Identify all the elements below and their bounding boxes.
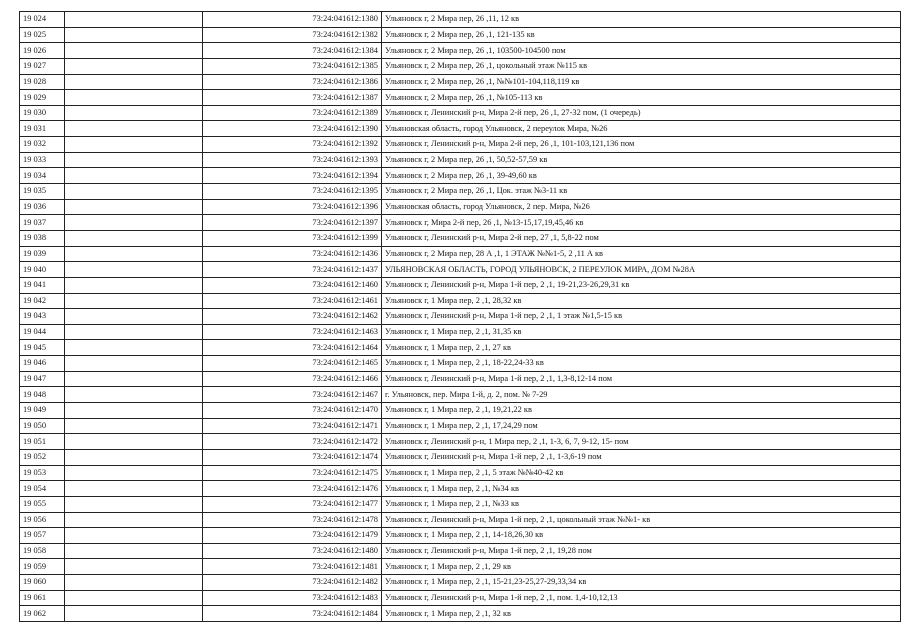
row-number-cell: 19 030 [20,105,65,121]
table-row [20,184,901,200]
empty-cell [65,559,203,575]
table-row [20,152,901,168]
row-number-cell: 19 044 [20,324,65,340]
table-row [20,371,901,387]
table-row [20,465,901,481]
cadastral-number-cell: 73:24:041612:1389 [203,105,382,121]
cadastral-number-cell: 73:24:041612:1386 [203,74,382,90]
row-number-cell: 19 059 [20,559,65,575]
row-number-cell: 19 060 [20,575,65,591]
table-row [20,12,901,28]
address-cell: Ульяновск г, 2 Мира пер, 26 ,1, 39-49,60 кв [382,168,901,184]
table-row [20,387,901,403]
table-row [20,58,901,74]
address-cell: Ульяновск г, 1 Мира пер, 2 ,1, 29 кв [382,559,901,575]
table-row [20,449,901,465]
cadastral-number-cell: 73:24:041612:1461 [203,293,382,309]
cadastral-number-cell: 73:24:041612:1472 [203,434,382,450]
address-cell: Ульяновск г, 1 Мира пер, 2 ,1, 15-21,23-25,27-29,33,34 кв [382,575,901,591]
address-cell: Ульяновск г, 1 Мира пер, 2 ,1, 5 этаж №№40-42 кв [382,465,901,481]
empty-cell [65,590,203,606]
empty-cell [65,543,203,559]
address-cell: Ульяновск г, 2 Мира пер, 26 ,11, 12 кв [382,12,901,28]
table-row [20,575,901,591]
row-number-cell: 19 048 [20,387,65,403]
empty-cell [65,199,203,215]
row-number-cell: 19 043 [20,309,65,325]
table-row [20,496,901,512]
empty-cell [65,230,203,246]
address-cell: Ульяновск г, 1 Мира пер, 2 ,1, 27 кв [382,340,901,356]
cadastral-number-cell: 73:24:041612:1464 [203,340,382,356]
row-number-cell: 19 058 [20,543,65,559]
address-cell: Ульяновск г, 1 Мира пер, 2 ,1, 17,24,29 пом [382,418,901,434]
table-row [20,403,901,419]
cadastral-number-cell: 73:24:041612:1466 [203,371,382,387]
address-cell: Ульяновск г, Ленинский р-н, Мира 2-й пер, 26 ,1, 27-32 пом, (1 очередь) [382,105,901,121]
address-cell: Ульяновск г, 2 Мира пер, 26 ,1, цокольный этаж №115 кв [382,58,901,74]
cadastral-number-cell: 73:24:041612:1437 [203,262,382,278]
address-cell: Ульяновск г, 2 Мира пер, 28 А ,1, 1 ЭТАЖ №№1-5, 2 ,11 А кв [382,246,901,262]
row-number-cell: 19 034 [20,168,65,184]
table-row [20,543,901,559]
table-row [20,481,901,497]
address-cell: Ульяновск г, Ленинский р-н, Мира 1-й пер, 2 ,1, пом. 1,4-10,12,13 [382,590,901,606]
address-cell: Ульяновск г, Ленинский р-н, Мира 1-й пер, 2 ,1, 19,28 пом [382,543,901,559]
table-row [20,168,901,184]
empty-cell [65,434,203,450]
table-row [20,559,901,575]
cadastral-number-cell: 73:24:041612:1483 [203,590,382,606]
row-number-cell: 19 046 [20,356,65,372]
cadastral-number-cell: 73:24:041612:1397 [203,215,382,231]
row-number-cell: 19 053 [20,465,65,481]
address-cell: Ульяновск г, Ленинский р-н, Мира 1-й пер, 2 ,1, 1,3-8,12-14 пом [382,371,901,387]
empty-cell [65,137,203,153]
empty-cell [65,496,203,512]
address-cell: Ульяновск г, 1 Мира пер, 2 ,1, 19,21,22 кв [382,403,901,419]
table-row [20,137,901,153]
row-number-cell: 19 055 [20,496,65,512]
empty-cell [65,74,203,90]
address-cell: УЛЬЯНОВСКАЯ ОБЛАСТЬ, ГОРОД УЛЬЯНОВСК, 2 ПЕРЕУЛОК МИРА, ДОМ №28А [382,262,901,278]
row-number-cell: 19 028 [20,74,65,90]
cadastral-number-cell: 73:24:041612:1476 [203,481,382,497]
table-row [20,43,901,59]
table-row [20,309,901,325]
empty-cell [65,606,203,622]
table-row [20,215,901,231]
empty-cell [65,58,203,74]
row-number-cell: 19 027 [20,58,65,74]
table-row [20,199,901,215]
address-cell: Ульяновск г, 1 Мира пер, 2 ,1, 18-22,24-33 кв [382,356,901,372]
table-row [20,356,901,372]
row-number-cell: 19 047 [20,371,65,387]
table-row [20,293,901,309]
cadastral-number-cell: 73:24:041612:1474 [203,449,382,465]
empty-cell [65,324,203,340]
row-number-cell: 19 062 [20,606,65,622]
cadastral-number-cell: 73:24:041612:1385 [203,58,382,74]
cadastral-number-cell: 73:24:041612:1475 [203,465,382,481]
cadastral-number-cell: 73:24:041612:1479 [203,528,382,544]
empty-cell [65,387,203,403]
table-row [20,528,901,544]
table-row [20,340,901,356]
row-number-cell: 19 029 [20,90,65,106]
table-row [20,512,901,528]
empty-cell [65,121,203,137]
empty-cell [65,168,203,184]
table-row [20,27,901,43]
row-number-cell: 19 041 [20,277,65,293]
empty-cell [65,293,203,309]
empty-cell [65,356,203,372]
address-cell: Ульяновск г, 2 Мира пер, 26 ,1, №№101-104,118,119 кв [382,74,901,90]
address-cell: Ульяновск г, Ленинский р-н, Мира 2-й пер, 26 ,1, 101-103,121,136 пом [382,137,901,153]
address-cell: Ульяновск г, Ленинский р-н, Мира 1-й пер, 2 ,1, 1 этаж №1,5-15 кв [382,309,901,325]
cadastral-number-cell: 73:24:041612:1467 [203,387,382,403]
cadastral-number-cell: 73:24:041612:1387 [203,90,382,106]
address-cell: г. Ульяновск, пер. Мира 1-й, д. 2, пом. № 7-29 [382,387,901,403]
row-number-cell: 19 056 [20,512,65,528]
row-number-cell: 19 039 [20,246,65,262]
address-cell: Ульяновск г, 1 Мира пер, 2 ,1, 28,32 кв [382,293,901,309]
table-row [20,277,901,293]
empty-cell [65,12,203,28]
address-cell: Ульяновск г, 2 Мира пер, 26 ,1, 121-135 кв [382,27,901,43]
empty-cell [65,512,203,528]
address-cell: Ульяновск г, Ленинский р-н, Мира 1-й пер, 2 ,1, цокольный этаж №№1- кв [382,512,901,528]
address-cell: Ульяновск г, 1 Мира пер, 2 ,1, №33 кв [382,496,901,512]
cadastral-number-cell: 73:24:041612:1484 [203,606,382,622]
address-cell: Ульяновск г, 2 Мира пер, 26 ,1, №105-113 кв [382,90,901,106]
row-number-cell: 19 031 [20,121,65,137]
table-row [20,246,901,262]
cadastral-number-cell: 73:24:041612:1463 [203,324,382,340]
empty-cell [65,371,203,387]
cadastral-number-cell: 73:24:041612:1390 [203,121,382,137]
table-row [20,606,901,622]
empty-cell [65,481,203,497]
cadastral-number-cell: 73:24:041612:1471 [203,418,382,434]
cadastral-number-cell: 73:24:041612:1462 [203,309,382,325]
cadastral-number-cell: 73:24:041612:1380 [203,12,382,28]
table-row [20,105,901,121]
registry-table-body [20,12,901,622]
address-cell: Ульяновск г, 2 Мира пер, 26 ,1, 103500-104500 пом [382,43,901,59]
row-number-cell: 19 042 [20,293,65,309]
row-number-cell: 19 026 [20,43,65,59]
row-number-cell: 19 051 [20,434,65,450]
row-number-cell: 19 054 [20,481,65,497]
cadastral-number-cell: 73:24:041612:1477 [203,496,382,512]
empty-cell [65,90,203,106]
empty-cell [65,340,203,356]
registry-table [19,11,901,622]
cadastral-number-cell: 73:24:041612:1482 [203,575,382,591]
cadastral-number-cell: 73:24:041612:1392 [203,137,382,153]
empty-cell [65,246,203,262]
row-number-cell: 19 040 [20,262,65,278]
row-number-cell: 19 024 [20,12,65,28]
row-number-cell: 19 038 [20,230,65,246]
empty-cell [65,528,203,544]
row-number-cell: 19 061 [20,590,65,606]
empty-cell [65,152,203,168]
cadastral-number-cell: 73:24:041612:1382 [203,27,382,43]
empty-cell [65,465,203,481]
table-row [20,324,901,340]
table-row [20,434,901,450]
address-cell: Ульяновск г, 1 Мира пер, 2 ,1, 32 кв [382,606,901,622]
empty-cell [65,262,203,278]
table-row [20,230,901,246]
empty-cell [65,27,203,43]
row-number-cell: 19 032 [20,137,65,153]
address-cell: Ульяновск г, 1 Мира пер, 2 ,1, 14-18,26,30 кв [382,528,901,544]
address-cell: Ульяновск г, 2 Мира пер, 26 ,1, Цок. этаж №3-11 кв [382,184,901,200]
table-row [20,74,901,90]
empty-cell [65,403,203,419]
row-number-cell: 19 036 [20,199,65,215]
cadastral-number-cell: 73:24:041612:1395 [203,184,382,200]
table-row [20,590,901,606]
cadastral-number-cell: 73:24:041612:1396 [203,199,382,215]
cadastral-number-cell: 73:24:041612:1465 [203,356,382,372]
address-cell: Ульяновск г, Ленинский р-н, Мира 2-й пер, 27 ,1, 5,8-22 пом [382,230,901,246]
row-number-cell: 19 050 [20,418,65,434]
row-number-cell: 19 035 [20,184,65,200]
address-cell: Ульяновская область, город Ульяновск, 2 переулок Мира, №26 [382,121,901,137]
cadastral-number-cell: 73:24:041612:1481 [203,559,382,575]
cadastral-number-cell: 73:24:041612:1460 [203,277,382,293]
row-number-cell: 19 057 [20,528,65,544]
empty-cell [65,215,203,231]
address-cell: Ульяновск г, Ленинский р-н, Мира 1-й пер, 2 ,1, 19-21,23-26,29,31 кв [382,277,901,293]
cadastral-number-cell: 73:24:041612:1480 [203,543,382,559]
address-cell: Ульяновск г, 1 Мира пер, 2 ,1, 31,35 кв [382,324,901,340]
empty-cell [65,43,203,59]
address-cell: Ульяновск г, 2 Мира пер, 26 ,1, 50,52-57,59 кв [382,152,901,168]
empty-cell [65,309,203,325]
cadastral-number-cell: 73:24:041612:1393 [203,152,382,168]
empty-cell [65,277,203,293]
address-cell: Ульяновская область, город Ульяновск, 2 пер. Мира, №26 [382,199,901,215]
empty-cell [65,184,203,200]
registry-sheet [19,11,900,622]
row-number-cell: 19 033 [20,152,65,168]
table-row [20,262,901,278]
address-cell: Ульяновск г, Ленинский р-н, Мира 1-й пер, 2 ,1, 1-3,6-19 пом [382,449,901,465]
address-cell: Ульяновск г, Ленинский р-н, 1 Мира пер, 2 ,1, 1-3, 6, 7, 9-12, 15- пом [382,434,901,450]
cadastral-number-cell: 73:24:041612:1436 [203,246,382,262]
row-number-cell: 19 025 [20,27,65,43]
row-number-cell: 19 037 [20,215,65,231]
row-number-cell: 19 052 [20,449,65,465]
row-number-cell: 19 045 [20,340,65,356]
cadastral-number-cell: 73:24:041612:1470 [203,403,382,419]
cadastral-number-cell: 73:24:041612:1478 [203,512,382,528]
cadastral-number-cell: 73:24:041612:1394 [203,168,382,184]
cadastral-number-cell: 73:24:041612:1384 [203,43,382,59]
empty-cell [65,418,203,434]
row-number-cell: 19 049 [20,403,65,419]
empty-cell [65,105,203,121]
cadastral-number-cell: 73:24:041612:1399 [203,230,382,246]
table-row [20,90,901,106]
address-cell: Ульяновск г, Мира 2-й пер, 26 ,1, №13-15,17,19,45,46 кв [382,215,901,231]
empty-cell [65,575,203,591]
table-row [20,418,901,434]
empty-cell [65,449,203,465]
address-cell: Ульяновск г, 1 Мира пер, 2 ,1, №34 кв [382,481,901,497]
table-row [20,121,901,137]
